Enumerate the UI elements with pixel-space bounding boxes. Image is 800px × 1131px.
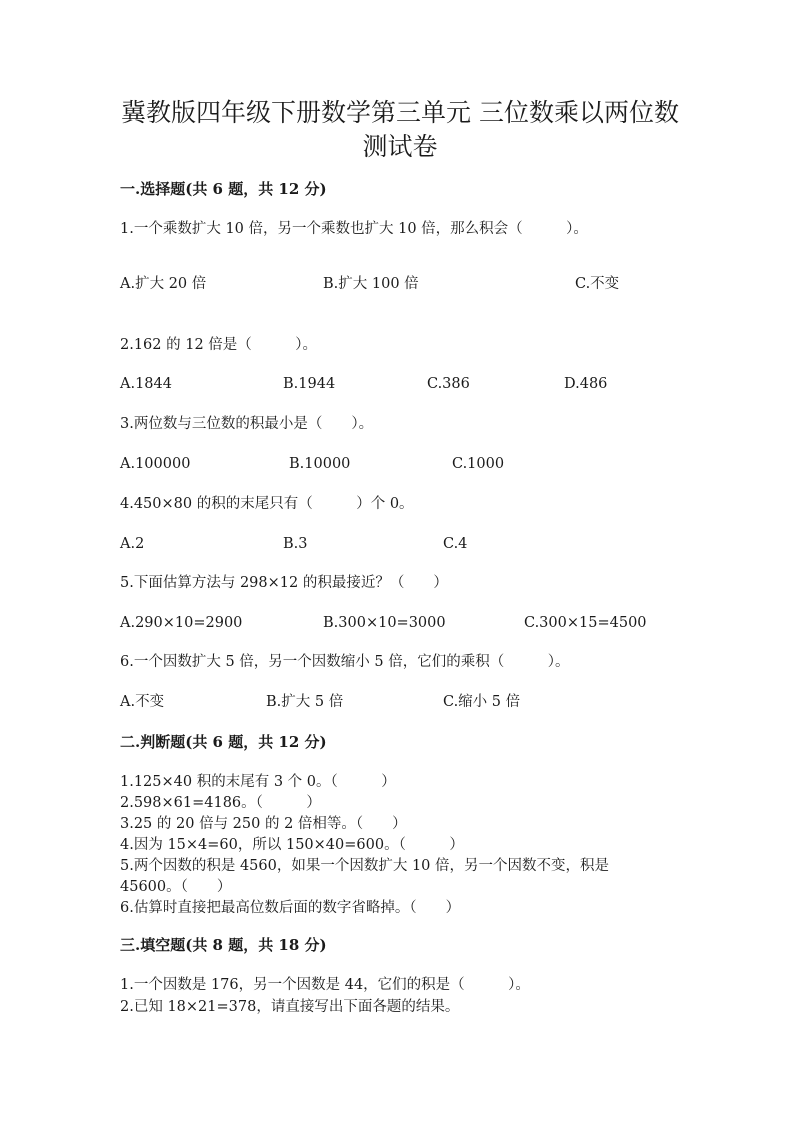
option-text: A.2 (120, 536, 145, 552)
option-text: A.1844 (120, 376, 172, 392)
option-text: B.3 (283, 536, 308, 552)
option-text: B.300×10=3000 (323, 615, 446, 631)
section-heading-judgement: 二.判断题(共 6 题，共 12 分) (120, 733, 327, 751)
question-text: 4.450×80 的积的末尾只有（ ）个 0。 (120, 496, 414, 512)
section-heading-choice: 一.选择题(共 6 题，共 12 分) (120, 180, 327, 198)
judgement-item: 3.25 的 20 倍与 250 的 2 倍相等。（ ） (120, 816, 407, 832)
title-line-2: 测试卷 (362, 132, 438, 161)
option-text: D.486 (564, 376, 608, 392)
judgement-item: 2.598×61=4186。（ ） (120, 795, 321, 811)
question-text: 1.一个乘数扩大 10 倍，另一个乘数也扩大 10 倍，那么积会（ ）。 (120, 221, 588, 237)
option-text: C.4 (443, 536, 468, 552)
judgement-item: 45600。（ ） (120, 879, 232, 895)
option-text: C.386 (427, 376, 470, 392)
judgement-item: 5.两个因数的积是 4560，如果一个因数扩大 10 倍，另一个因数不变，积是 (120, 858, 610, 874)
option-text: B.扩大 100 倍 (323, 276, 419, 292)
option-text: A.290×10=2900 (120, 615, 243, 631)
section-heading-fill-in: 三.填空题(共 8 题，共 18 分) (120, 936, 327, 954)
question-text: 5.下面估算方法与 298×12 的积最接近？（ ） (120, 575, 448, 591)
option-text: B.1944 (283, 376, 336, 392)
judgement-item: 6.估算时直接把最高位数后面的数字省略掉。（ ） (120, 900, 461, 916)
option-text: A.扩大 20 倍 (120, 276, 207, 292)
option-text: C.1000 (452, 456, 505, 472)
question-text: 2.162 的 12 倍是（ ）。 (120, 337, 318, 353)
judgement-item: 4.因为 15×4=60，所以 150×40=600。（ ） (120, 837, 464, 853)
option-text: C.300×15=4500 (524, 615, 647, 631)
fill-in-item: 1.一个因数是 176，另一个因数是 44，它们的积是（ ）。 (120, 977, 530, 993)
judgement-item: 1.125×40 积的末尾有 3 个 0。（ ） (120, 774, 396, 790)
question-text: 3.两位数与三位数的积最小是（ ）。 (120, 416, 374, 432)
option-text: C.不变 (575, 276, 620, 292)
title-line-1: 冀教版四年级下册数学第三单元 三位数乘以两位数 (121, 98, 679, 127)
option-text: B.扩大 5 倍 (266, 694, 344, 710)
fill-in-item: 2.已知 18×21=378，请直接写出下面各题的结果。 (120, 999, 460, 1015)
question-text: 6.一个因数扩大 5 倍，另一个因数缩小 5 倍，它们的乘积（ ）。 (120, 654, 570, 670)
option-text: A.不变 (120, 694, 165, 710)
option-text: A.100000 (120, 456, 191, 472)
option-text: C.缩小 5 倍 (443, 694, 521, 710)
option-text: B.10000 (289, 456, 351, 472)
